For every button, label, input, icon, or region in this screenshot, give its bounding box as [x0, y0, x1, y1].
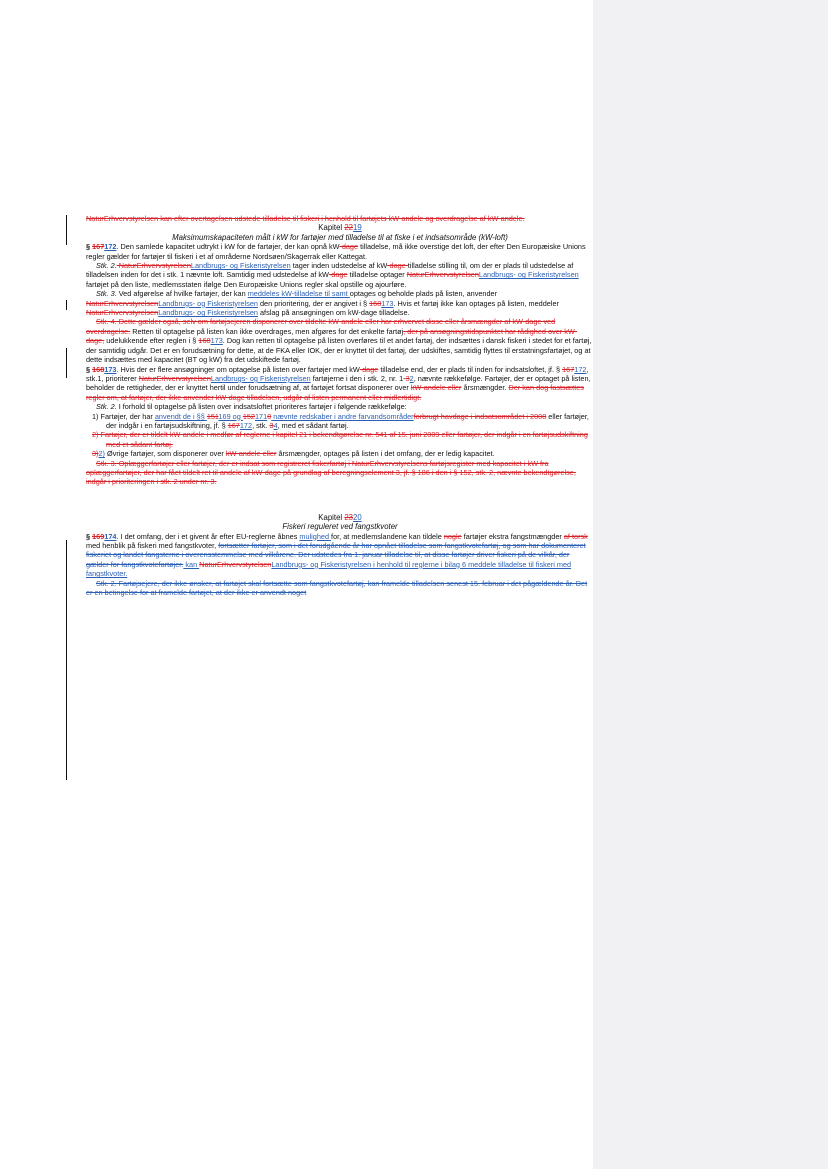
chapter-20-title: Fiskeri reguleret ved fangstkvoter	[282, 522, 398, 532]
section-173: § 168173. Hvis der er flere ansøgninger om optagelse på listen over fartøjer med kW-dage tilladelse end, der er plads til inden for indsatsloftet, jf. § 167172, stk.1, prioriterer NaturErhvervstyrelsenLandbrugs- og Fiskeristyrelsen fartøjerne i den i stk. 2, nr. 1-32, nævnte rækkefølge. Fartøjer, der er optaget på listen, beholder de rettigheder, der er knyttet hertil under forudsætning af, at fartøjet fortsat disponerer over kW-andele eller årsmængder. Der kan dog fastsættes regler om, at fartøjer, der ikke anvender kW-dage tilladelsen, udgår af listen permanent eller midlertidigt.	[86, 364, 591, 402]
change-bar	[66, 348, 67, 378]
list-item-2: 2) Fartøjer, der er tildelt kW-andele i medfør af reglerne i kapitel 21 i bekendtgørelse nr. 541 af 15. juni 2009 eller fartøjer, der indgår i en fartøjsudskiftning med et sådant fartøj.	[92, 430, 588, 449]
chapter-20-heading: Kapitel 2320	[318, 512, 362, 522]
section-173-stk-2: Stk. 2. I forhold til optagelse på listen over indsatsloftet prioriteres fartøjer i følgende rækkefølge:	[96, 402, 407, 412]
chapter-19-heading: Kapitel 2219	[318, 223, 362, 233]
change-bar	[66, 540, 67, 780]
list-item-1: 1) Fartøjer, der har anvendt de i §§ 151169 og 1521710 nævnte redskaber i andre farvandsområderforbrugt havdage i indsatsområdet i 2008 eller fartøjer, der indgår i en fartøjsudskiftning, jf. § 167172, stk. 34, med et sådant fartøj.	[92, 411, 589, 430]
section-172: § 167172. Den samlede kapacitet udtrykt i kW for de fartøjer, der kan opnå kW-dage tilladelse, må ikke overstige det loft, der efter Den Europæiske Unions regler gælder for fartøjer til fiskeri i et af områderne Nordsøen/Skagerrak eller Kattegat.	[86, 242, 586, 261]
section-174-stk-2: Stk. 2. Fartøjsejere, der ikke ønsker, at fartøjet skal fortsætte som fangstkvotefartøj, kan framelde tilladelsen senest 15. februar i det pågældende år. Det er en betingelse for at framelde fartøjet, at der ikke er anvendt noget	[86, 578, 588, 598]
list-item-3: 3)2) Øvrige fartøjer, som disponerer over kW-andele eller årsmængder, optages på listen i det omfang, der er ledig kapacitet.	[92, 449, 495, 459]
section-173-stk-3: Stk. 3. Oplæggerfartøjer eller fartøjer, der er indsat som registreret fiskerfartøj i NaturErhvervstyrelsens fartøjsregister med kapacitet i kW fra oplæggerfartøjer, der har fået tildelt ret til andele af kW-dage på grundlag af beregningselement 3, jf. § 186 i den i § 152, stk. 2, nævnte bekendtgørelse, indgår i prioriteringen i stk. 2 under nr. 3.	[86, 458, 576, 487]
change-bar	[66, 300, 67, 310]
chapter-19-title: Maksimumskapaciteten målt i kW for fartøjer med tilladelse til at fiske i et indsatsområde (kW-loft)	[172, 232, 508, 242]
document-body	[86, 200, 594, 597]
change-bar	[66, 215, 67, 245]
section-172-stk-4: Stk. 4. Dette gælder også, selv om fartøjsejeren disponerer over tildelte kW-andele eller har erhvervet disse eller årsmængder af kW-dage ved overdragelse. Retten til optagelse på listen kan ikke overdrages, men afgøres for det enkelte fartøj, der på ansøgningstidspunktet har rådighed over kW-dage, udelukkende efter reglen i § 168173. Dog kan retten til optagelse på listen overføres til et andet fartøj, der indsættes i dansk fiskeri i stedet for et fartøj, der samtidig udgår. Det er en forudsætning for dette, at de FKA eller IOK, der er knyttet til det fartøj, der udskiftes, samtidig flyttes til erstatningsfartøjet, og at dette indsættes med kapacitet (BT og kW) fra det udskiftede fartøj.	[86, 317, 592, 365]
section-172-stk-2: Stk. 2. NaturErhvervstyrelsenLandbrugs- og Fiskeristyrelsen tager inden udstedelse af kW-dage tilladelse stilling til, om der er plads til udstedelse af tilladelsen inden for det i stk. 1 nævnte loft. Samtidig med udstedelse af kW-dage tilladelse optager NaturErhvervstyrelsenLandbrugs- og Fiskeristyrelsen fartøjet på den liste, medlemsstaten ifølge Den Europæiske Unions regler skal opstille og ajourføre.	[86, 261, 579, 289]
comment-margin	[593, 0, 828, 1169]
paragraph-top: NaturErhvervstyrelsen kan efter overtagelsen udstede tilladelse til fiskeri i henhold til fartøjets kW-andele og overdragelse af kW-andele.	[86, 214, 525, 223]
section-172-stk-3: Stk. 3. Ved afgørelse af hvilke fartøjer, der kan meddeles kW-tilladelse til samt optages og beholde plads på listen, anvender NaturErhvervstyrelsenLandbrugs- og Fiskeristyrelsen den prioritering, der er angivet i § 168173. Hvis et fartøj ikke kan optages på listen, meddeler NaturErhvervstyrelsenLandbrugs- og Fiskeristyrelsen afslag på ansøgningen om kW-dage tilladelse.	[86, 289, 559, 318]
section-174: § 169174. I det omfang, der i et givent år efter EU-reglerne åbnes mulighed for, at medlemslandene kan tildele nogle fartøjer ekstra fangstmængder af torsk med henblik på fiskeri med fangstkvoter, fortsætter fartøjer, som i det forudgående år har opnået tilladelse som fangstkvotefartøj, og som har dokumenteret fiskeriet og landet fangsterne i overensstemmelse med vilkårene. Der udstedes fra 1. januar tilladelse til, at disse fartøjer driver fiskeri på de vilkår, der gælder for fangstkvotefartøjer. kan NaturErhvervstyrelsenLandbrugs- og Fiskeristyrelsen i henhold til reglerne i bilag 6 meddele tilladelse til fiskeri med fangstkvoter.	[86, 531, 588, 579]
